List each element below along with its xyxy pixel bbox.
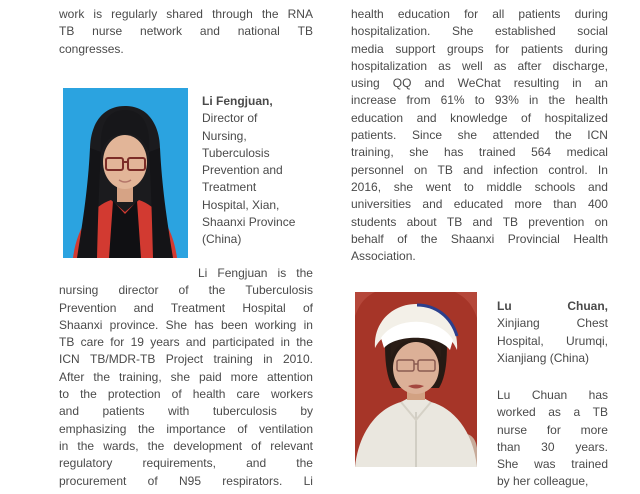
text-line: Hospital, Xian, — [202, 197, 280, 212]
text-line: Shaanxi Province — [202, 215, 296, 230]
text-line: congresses. — [59, 41, 124, 56]
text-line: Nursing, — [202, 128, 247, 143]
text-line: personnel on TB and infection control. In — [351, 162, 608, 177]
text-line: training, she has trained 564 medical — [351, 145, 608, 160]
text-line: by her colleague, — [497, 474, 589, 489]
text-line: education and knowledge of hospitalized — [351, 110, 608, 125]
lu-chuan-bio-paragraph — [497, 387, 608, 491]
lu-chuan-portrait-illustration — [355, 292, 477, 467]
li-fengjuan-caption — [202, 93, 313, 249]
li-fengjuan-bio-paragraph — [59, 265, 313, 490]
text-line: ICN TB/MDR-TB Project training in 2010. — [59, 352, 313, 367]
text-line: work is regularly shared through the RNA — [59, 7, 313, 21]
text-line: nurse for more — [497, 422, 608, 437]
text-line: 2016, she went to middle schools and — [351, 179, 608, 194]
text-line: in the wards, the development of relevant — [59, 438, 313, 453]
text-line: Xianjiang (China) — [497, 350, 590, 365]
text-line: Hospital, Urumqi, — [497, 333, 608, 348]
text-line: and patients with tuberculosis by — [59, 404, 313, 419]
text-line: Li Fengjuan, — [202, 94, 273, 108]
text-line: TB care for 19 years and participated in the — [59, 335, 313, 350]
text-line: increase from 61% to 93% in the health — [351, 93, 608, 108]
text-line: Director of — [202, 111, 258, 126]
text-line: Prevention and — [202, 163, 283, 178]
text-line: Lu Chuan, — [497, 299, 608, 313]
text-line: Treatment — [202, 180, 257, 195]
text-line: She was trained — [497, 457, 608, 472]
text-line: regulatory requirements, and the — [59, 456, 313, 471]
text-line: Tuberculosis — [202, 145, 270, 160]
text-line: nursing director of the Tuberculosis — [59, 283, 313, 298]
text-line: Xinjiang Chest — [497, 316, 608, 331]
text-line: Association. — [351, 249, 416, 264]
text-line: health education for all patients during — [351, 7, 608, 21]
li-fengjuan-photo — [63, 88, 188, 258]
text-line: Li Fengjuan is the — [198, 266, 313, 280]
text-line: than 30 years. — [497, 439, 608, 454]
text-line: Shaanxi province. She has been working in — [59, 317, 313, 332]
text-line: After the training, she paid more attention — [59, 369, 313, 384]
text-line: behalf of the Shaanxi Provincial Health — [351, 231, 608, 246]
text-line: media support groups for patients during — [351, 41, 608, 56]
li-fengjuan-portrait-illustration — [63, 88, 188, 258]
text-line: universities and educated more than 400 — [351, 197, 608, 212]
text-line: using QQ and WeChat resulting in an — [351, 76, 608, 91]
text-line: patients. Since she attended the ICN — [351, 128, 608, 143]
text-line: worked as a TB — [497, 405, 608, 420]
text-line: emphasizing the importance of ventilation — [59, 421, 313, 436]
text-line: Prevention and Treatment Hospital of — [59, 300, 313, 315]
lu-chuan-photo — [355, 292, 477, 467]
text-line: hospitalization. She established social — [351, 24, 608, 39]
intro-paragraph — [59, 6, 313, 58]
text-line: procurement of N95 respirators. Li — [59, 473, 313, 488]
text-line: to the protection of health care workers — [59, 387, 313, 402]
lu-chuan-caption — [497, 298, 608, 367]
right-column-paragraph — [351, 6, 608, 265]
text-line: students about TB and TB prevention on — [351, 214, 608, 229]
text-line: Lu Chuan has — [497, 388, 608, 402]
text-line: (China) — [202, 232, 242, 247]
text-line: hospitalization as well as after discharge, — [351, 58, 608, 73]
text-line: TB nurse network and national TB — [59, 24, 313, 39]
